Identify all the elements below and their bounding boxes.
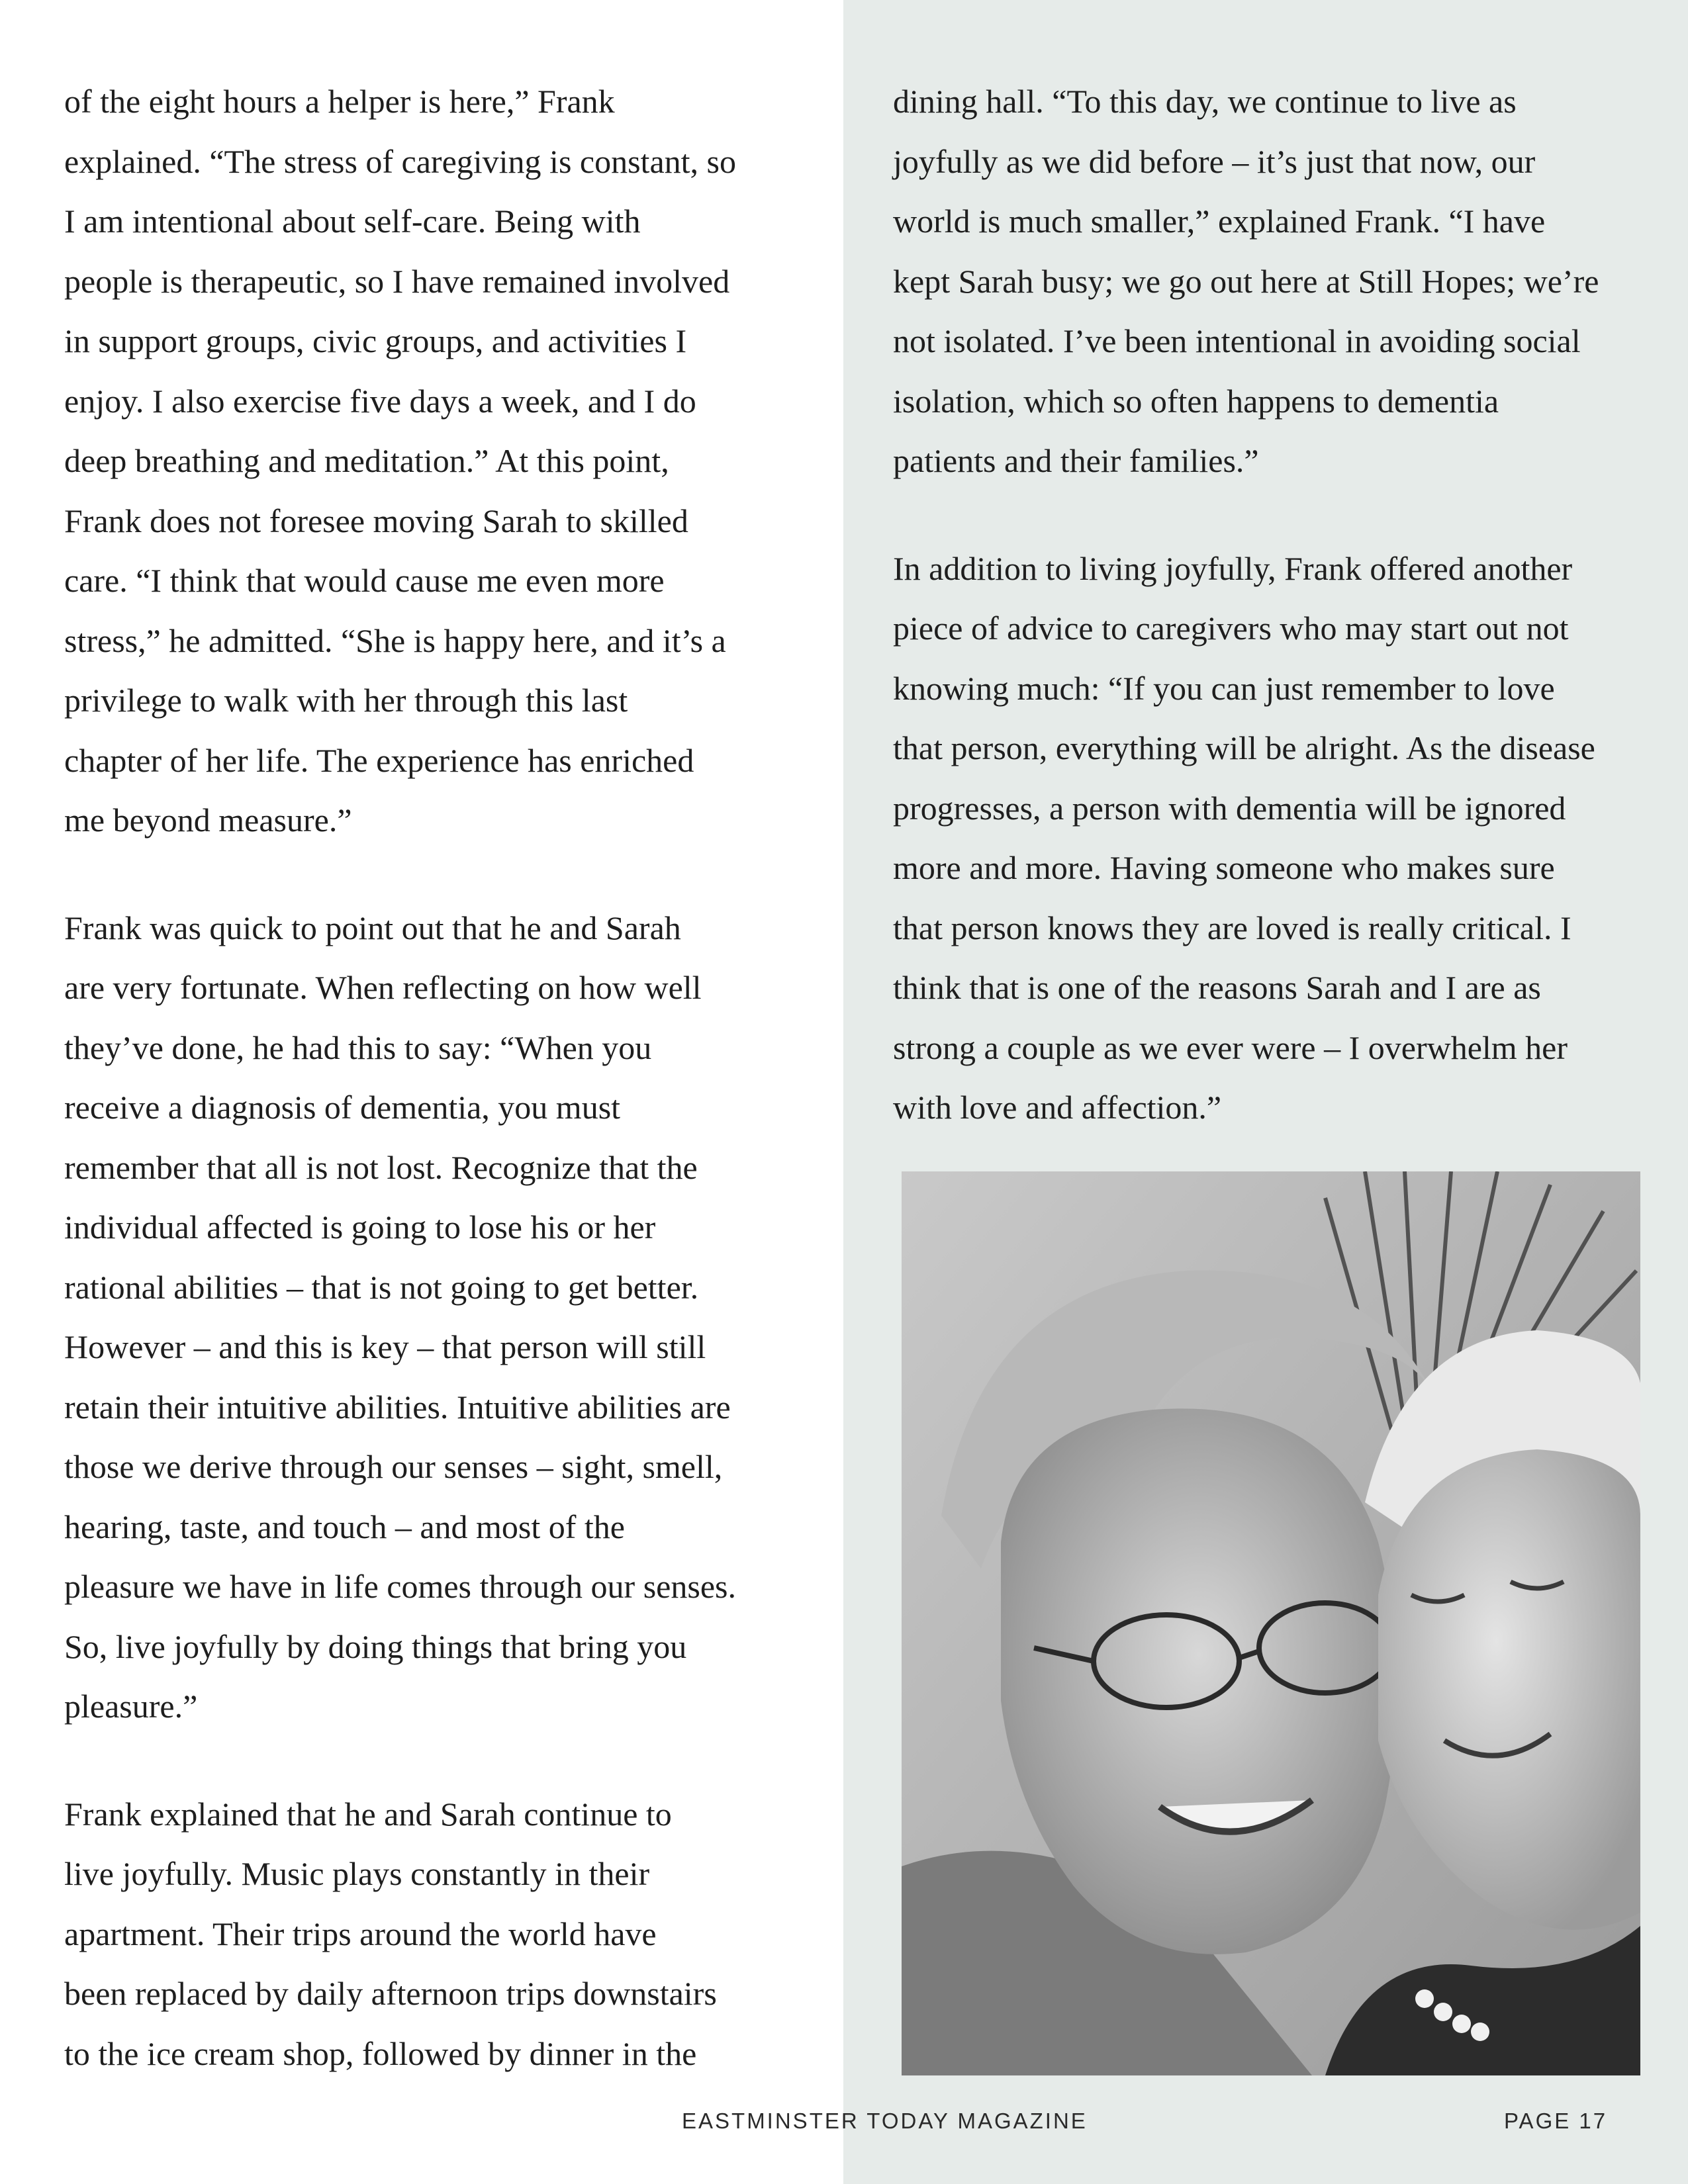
text-line: those we derive through our senses – sight, smell,: [64, 1448, 723, 1485]
text-line: to the ice cream shop, followed by dinner in the: [64, 2034, 697, 2072]
text-line: of the eight hours a helper is here,” Frank: [64, 83, 615, 120]
left-paragraph-3: [64, 1784, 786, 2084]
text-line: live joyfully. Music plays constantly in their: [64, 1855, 650, 1892]
text-line: they’ve done, he had this to say: “When you: [64, 1028, 652, 1066]
text-line: that person, everything will be alright. As the disease: [893, 729, 1595, 766]
text-line: explained. “The stress of caregiving is constant, so: [64, 142, 736, 180]
text-line: not isolated. I’ve been intentional in avoiding social: [893, 322, 1581, 359]
text-line: isolation, which so often happens to dementia: [893, 382, 1499, 420]
text-line: chapter of her life. The experience has enriched: [64, 741, 694, 779]
right-paragraph-2: [893, 539, 1641, 1138]
left-paragraph-1: [64, 71, 786, 850]
text-line: receive a diagnosis of dementia, you must: [64, 1089, 621, 1126]
couple-photo: [902, 1171, 1640, 2075]
text-line: kept Sarah busy; we go out here at Still Hopes; we’re: [893, 262, 1599, 300]
text-line: However – and this is key – that person will still: [64, 1328, 706, 1365]
left-column: [64, 71, 786, 2131]
text-line: hearing, taste, and touch – and most of the: [64, 1508, 625, 1545]
text-line: world is much smaller,” explained Frank. “I have: [893, 203, 1546, 240]
right-column: [893, 71, 1641, 1185]
text-line: privilege to walk with her through this last: [64, 682, 628, 719]
text-line: individual affected is going to lose his or her: [64, 1208, 656, 1246]
text-line: remember that all is not lost. Recognize that the: [64, 1148, 698, 1186]
text-line: stress,” he admitted. “She is happy here, and it’s a: [64, 621, 726, 659]
text-line: deep breathing and meditation.” At this point,: [64, 442, 669, 479]
text-line: I am intentional about self-care. Being with: [64, 203, 641, 240]
footer-magazine-title: EASTMINSTER TODAY MAGAZINE: [682, 2109, 1088, 2133]
text-line: patients and their families.”: [893, 442, 1259, 479]
text-line: been replaced by daily afternoon trips downstairs: [64, 1975, 717, 2012]
text-line: Frank explained that he and Sarah continue to: [64, 1795, 672, 1833]
text-line: dining hall. “To this day, we continue to live as: [893, 83, 1517, 120]
text-line: people is therapeutic, so I have remained involved: [64, 262, 730, 300]
text-line: pleasure we have in life comes through our senses.: [64, 1568, 736, 1605]
text-line: are very fortunate. When reflecting on how well: [64, 969, 702, 1006]
photo-icon: [902, 1171, 1640, 2075]
text-line: strong a couple as we ever were – I overwhelm her: [893, 1028, 1568, 1066]
text-line: pleasure.”: [64, 1688, 198, 1725]
text-line: more and more. Having someone who makes sure: [893, 849, 1555, 886]
left-paragraph-2: [64, 898, 786, 1737]
footer-page-number: PAGE 17: [1504, 2109, 1608, 2133]
text-line: care. “I think that would cause me even more: [64, 562, 665, 599]
right-paragraph-1: [893, 71, 1641, 491]
text-line: knowing much: “If you can just remember to love: [893, 669, 1555, 707]
text-line: that person knows they are loved is really critical. I: [893, 909, 1571, 946]
text-line: In addition to living joyfully, Frank offered another: [893, 549, 1573, 587]
text-line: rational abilities – that is not going to get better.: [64, 1268, 699, 1306]
text-line: joyfully as we did before – it’s just that now, our: [893, 142, 1536, 180]
text-line: in support groups, civic groups, and activities I: [64, 322, 687, 359]
text-line: me beyond measure.”: [64, 801, 352, 839]
text-line: with love and affection.”: [893, 1089, 1222, 1126]
text-line: Frank was quick to point out that he and Sarah: [64, 909, 681, 946]
text-line: So, live joyfully by doing things that bring you: [64, 1627, 687, 1665]
text-line: progresses, a person with dementia will be ignored: [893, 789, 1566, 827]
text-line: enjoy. I also exercise five days a week, and I do: [64, 382, 696, 420]
text-line: think that is one of the reasons Sarah and I are as: [893, 969, 1541, 1006]
text-line: Frank does not foresee moving Sarah to skilled: [64, 502, 688, 539]
text-line: piece of advice to caregivers who may start out not: [893, 610, 1569, 647]
text-line: retain their intuitive abilities. Intuitive abilities are: [64, 1388, 731, 1426]
text-line: apartment. Their trips around the world have: [64, 1915, 657, 1952]
